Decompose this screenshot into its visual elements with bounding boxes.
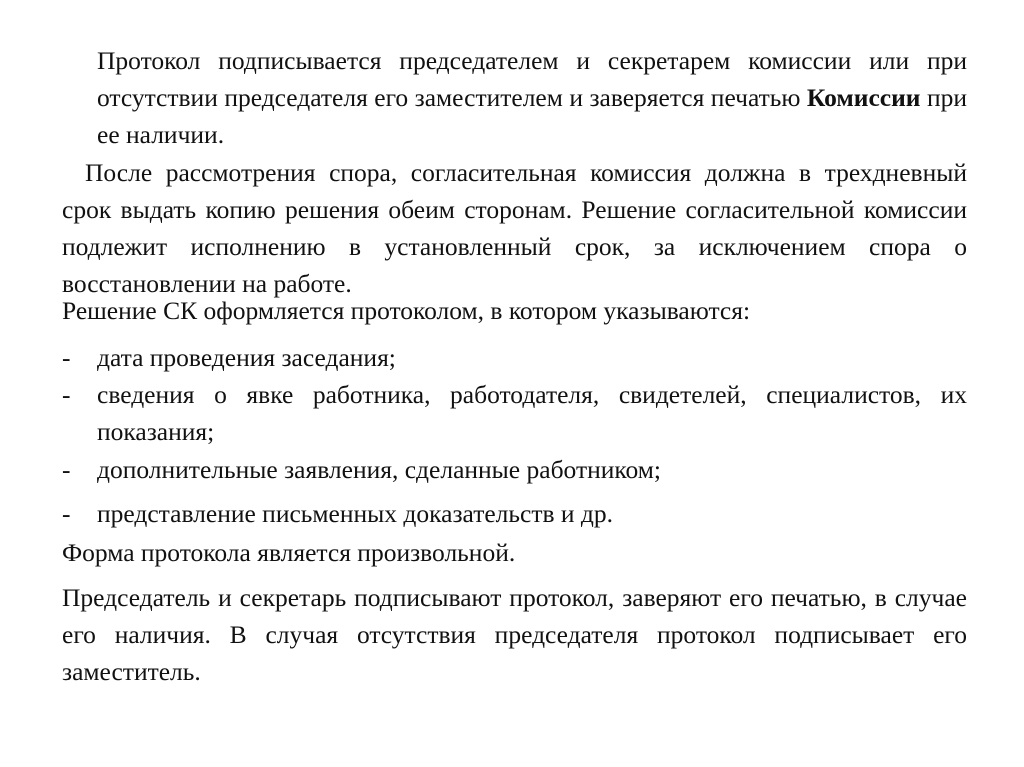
paragraph-signing-text: Протокол подписывается председателем и секретарем комиссии или при отсутствии председателя его заместителем и заверяется печатью: [97, 46, 967, 112]
bullet-marker: -: [62, 343, 71, 372]
list-item: дополнительные заявления, сделанные работником;: [97, 455, 661, 484]
bullet-marker: -: [62, 455, 71, 484]
paragraph-signatures: Председатель и секретарь подписывают протокол, заверяют его печатью, в случае его наличия. В случая отсутствия председателя протокол подписывает его заместитель.: [62, 583, 967, 686]
bullet-marker: -: [62, 499, 71, 528]
list-item: дата проведения заседания;: [97, 343, 396, 372]
list-item: представление письменных доказательств и др.: [97, 499, 614, 528]
commission-bold-word: Комиссии: [806, 83, 921, 112]
list-item: сведения о явке работника, работодателя, свидетелей, специалистов, их показания;: [97, 380, 967, 446]
paragraph-signing: [97, 42, 967, 153]
paragraph-decision-intro: Решение СК оформляется протоколом, в котором указываются:: [62, 296, 751, 325]
paragraph-signing-tail: при ее наличии.: [97, 83, 968, 149]
bullet-marker: -: [62, 380, 71, 409]
paragraph-after-review: После рассмотрения спора, согласительная комиссия должна в трехдневный срок выдать копию решения обеим сторонам. Решение согласительной комиссии подлежит исполнению в установленный срок, за исключением спора о восстановлении на работе.: [62, 158, 967, 298]
paragraph-form: Форма протокола является произвольной.: [62, 538, 516, 567]
